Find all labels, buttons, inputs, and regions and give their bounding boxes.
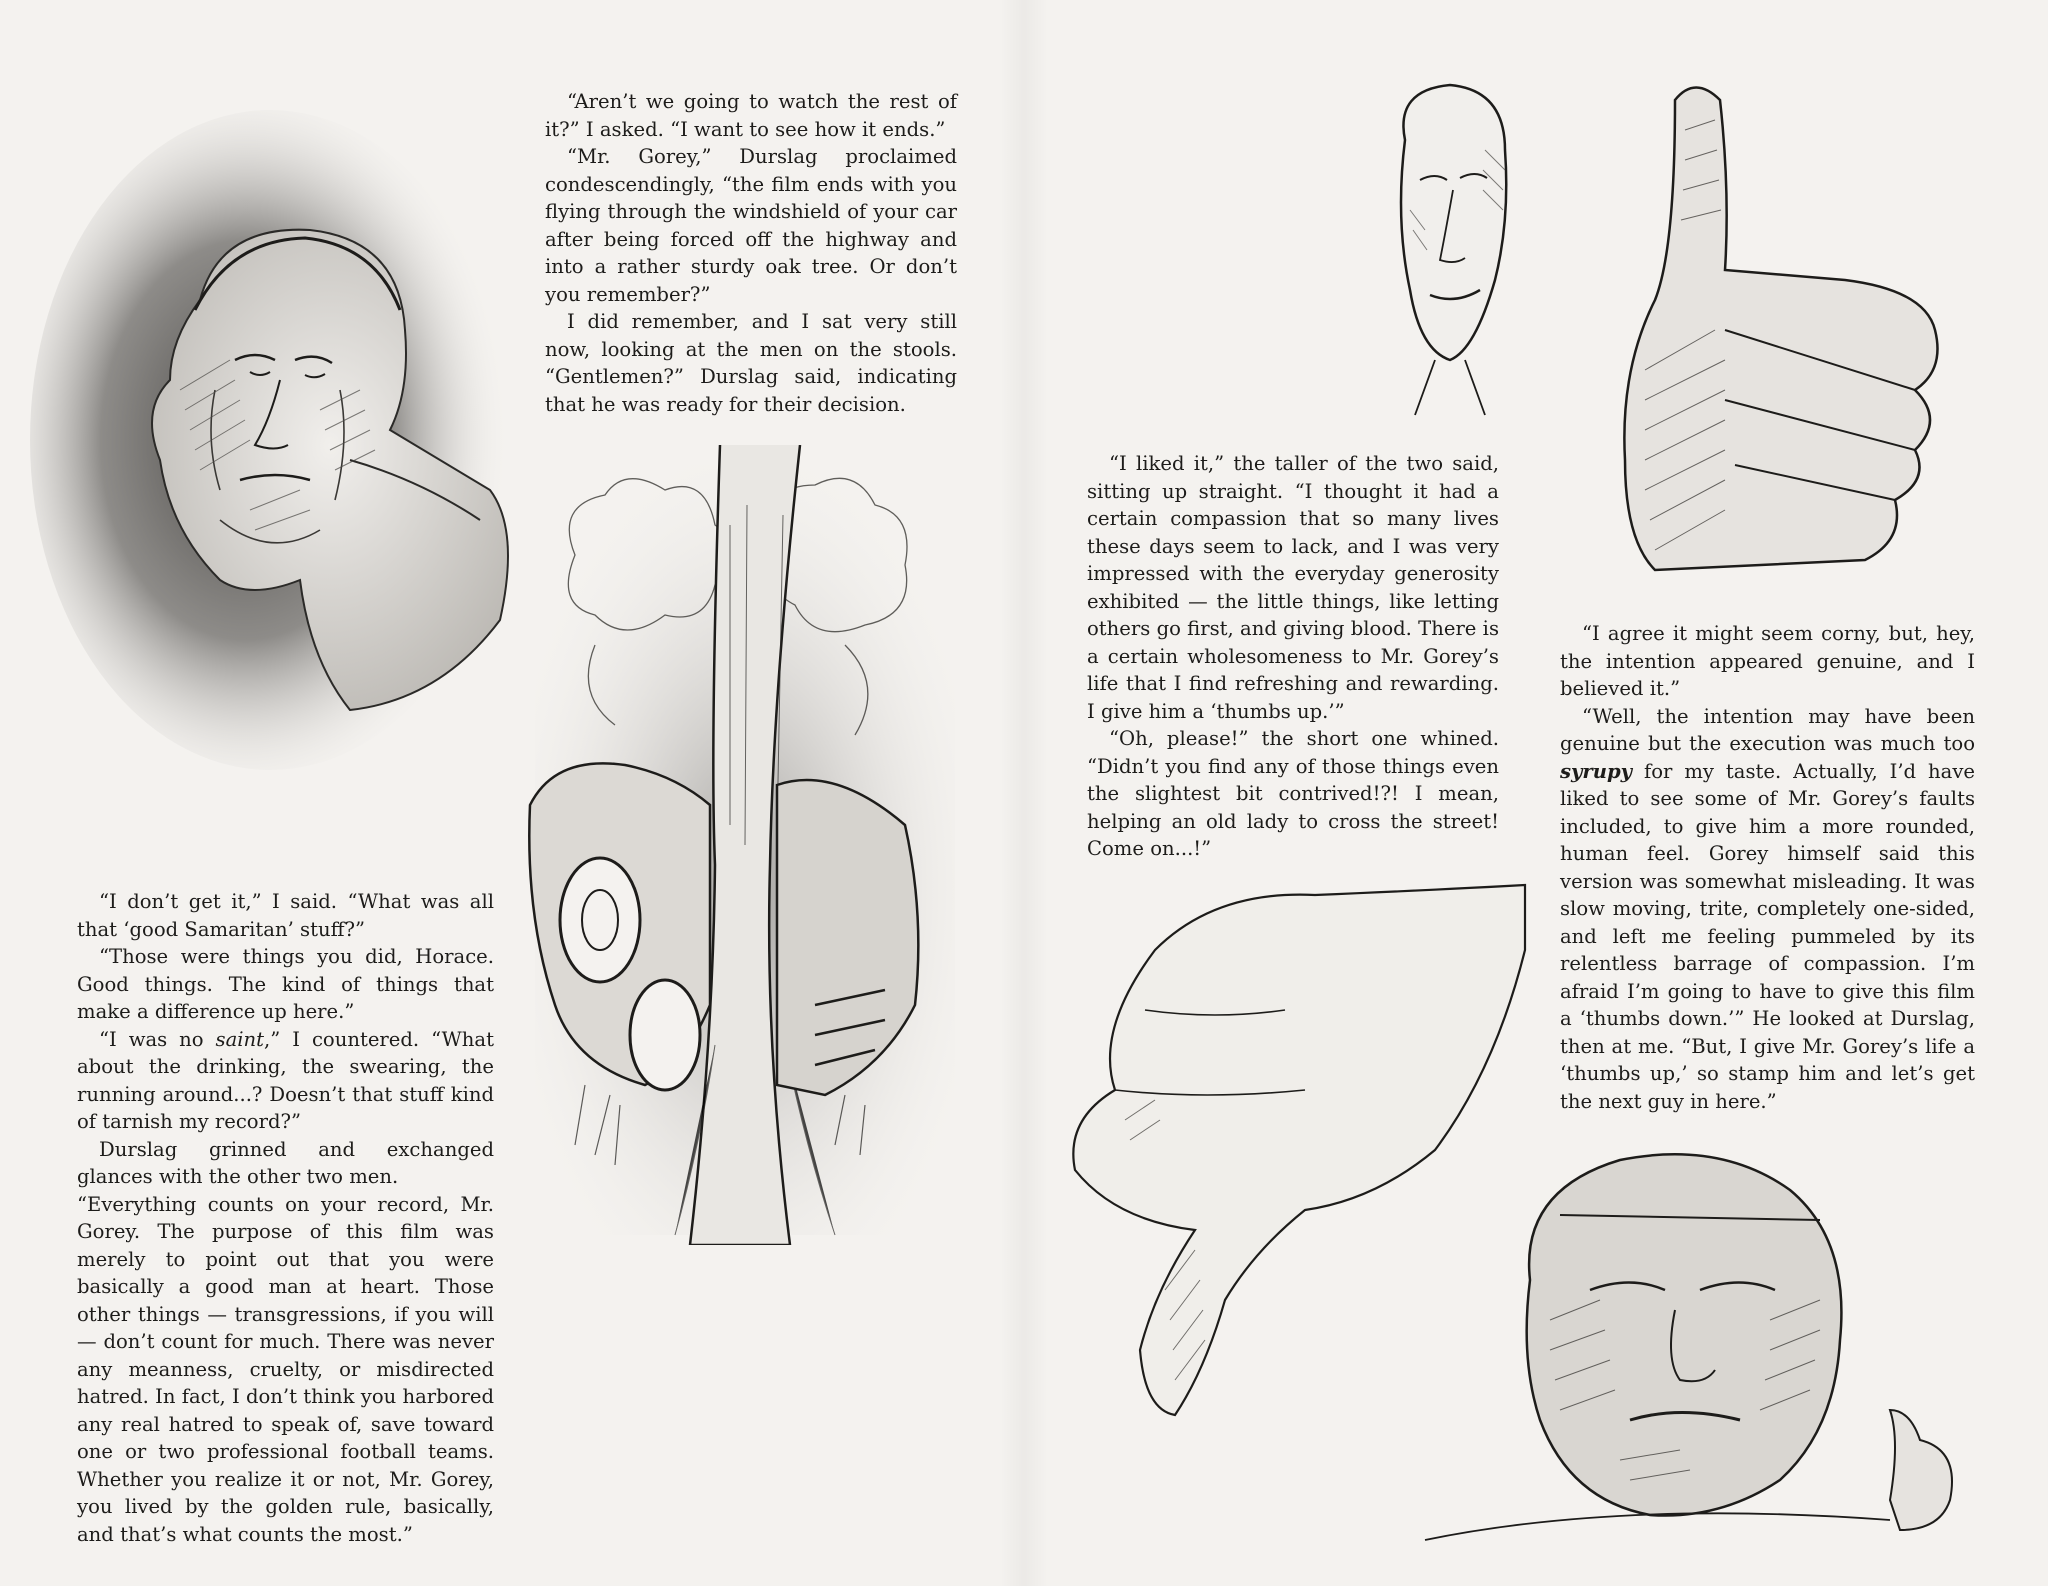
paragraph: “Well, the intention may have been genuine but the execution was much too syrupy for my taste. Actually, I’d have liked to see some of Mr. Gorey’s faults included, to give him a more rounded, human feel. Gorey himself said this version was somewhat misleading. It was slow moving, trite, completely one-sided, and left me feeling pummeled by its relentless barrage of compassion. I’m afraid I’m going to have to give this film a ‘thumbs down.’” He looked at Durslag, then at me. “But, I give Mr. Gorey’s life a ‘thumbs up,’ so stamp him and let’s get the next guy in here.” — [1560, 704, 1975, 1113]
page-gutter — [1000, 0, 1048, 1586]
paragraph: “I agree it might seem corny, but, hey, the intention appeared genuine, and I believed it.” — [1560, 622, 1975, 700]
paragraph: I did remember, and I sat very still now, looking at the men on the stools. “Gentlemen?” Durslag said, indicating that he was ready for their decision. — [545, 310, 957, 416]
old-man-portrait-illustration — [20, 60, 530, 860]
car-crash-tree-illustration — [515, 445, 965, 1245]
short-man-portrait-illustration — [1420, 1120, 2040, 1560]
story-column-left — [77, 888, 494, 1548]
story-column-top-middle — [545, 88, 957, 418]
paragraph: “Everything counts on your record, Mr. Gorey. The purpose of this film was merely to point out that you were basically a good man at heart. Those other things — transgressions, if you will — don’t count for much. There was never any meanness, cruelty, or misdirected hatred. In fact, I don’t think you harbored any real hatred to speak of, save toward one or two professional football teams. Whether you realize it or not, Mr. Gorey, you lived by the golden rule, basically, and that’s what counts the most.” — [77, 1192, 494, 1546]
paragraph: Durslag grinned and exchanged glances with the other two men. — [77, 1137, 494, 1188]
paragraph: “Aren’t we going to watch the rest of it?” I asked. “I want to see how it ends.” — [545, 90, 957, 141]
paragraph: “I liked it,” the taller of the two said, sitting up straight. “I thought it had a certain compassion that so many lives these days seem to lack, and I was very impressed with the everyday generosity exhibited — the little things, like letting others go first, and giving blood. There is a certain wholesomeness to Mr. Gorey’s life that I find refreshing and rewarding. I give him a ‘thumbs up.’” — [1087, 452, 1499, 723]
paragraph: “Oh, please!” the short one whined. “Didn’t you find any of those things even the slightest bit contrived!?! I mean, helping an old lady to cross the street! Come on...!” — [1087, 727, 1499, 860]
thumbs-up-hand-illustration — [1585, 70, 1955, 580]
paragraph: “I don’t get it,” I said. “What was all that ‘good Samaritan’ stuff?” — [77, 890, 494, 941]
paragraph: “Those were things you did, Horace. Good things. The kind of things that make a difference up here.” — [77, 945, 494, 1023]
story-column-right-middle — [1087, 450, 1499, 863]
story-column-far-right — [1560, 620, 1975, 1115]
tall-man-portrait-illustration — [1365, 60, 1530, 420]
paragraph: “Mr. Gorey,” Durslag proclaimed condescendingly, “the film ends with you flying through the windshield of your car after being forced off the highway and into a rather sturdy oak tree. Or don’t you remember?” — [545, 145, 957, 306]
paragraph: “I was no saint,” I countered. “What about the drinking, the swearing, the running around...? Doesn’t that stuff kind of tarnish my record?” — [77, 1027, 494, 1133]
